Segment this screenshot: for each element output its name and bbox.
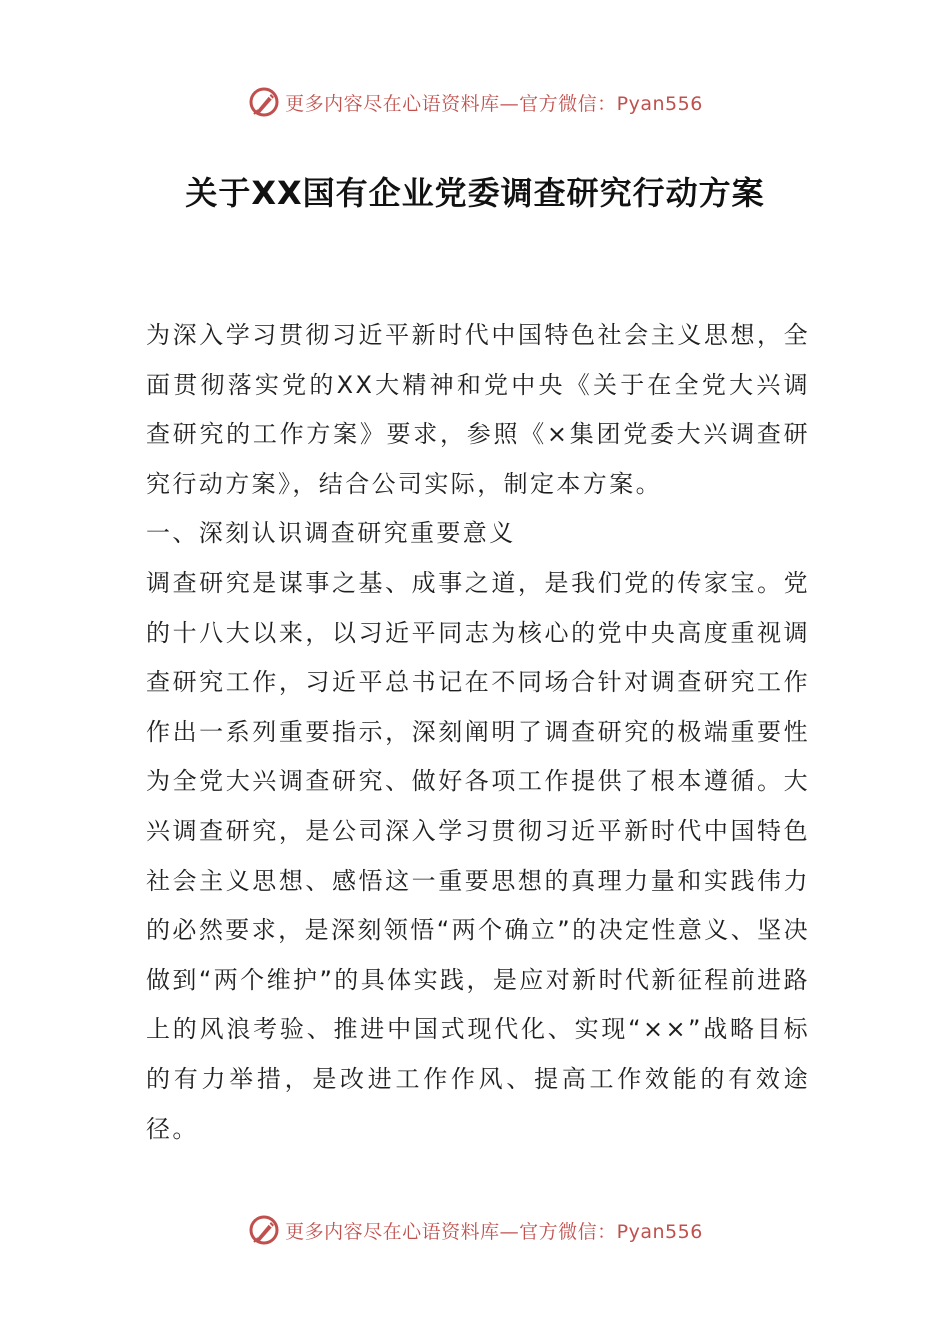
header-banner: [0, 82, 950, 122]
document-title: 关于XX国有企业党委调查研究行动方案: [185, 174, 765, 212]
pen-quill-circle-icon: [247, 85, 281, 119]
body-paragraph: 调查研究是谋事之基、成事之道，是我们党的传家宝。党的十八大以来，以习近平同志为核心的党中央高度重视调查研究工作，习近平总书记在不同场合针对调查研究工作作出一系列重要指示，深刻阐明了调查研究的极端重要性为全党大兴调查研究、做好各项工作提供了根本遵循。大兴调查研究，是公司深入学习贯彻习近平新时代中国特色社会主义思想、感悟这一重要思想的真理力量和实践伟力的必然要求，是深刻领悟“两个确立”的决定性意义、坚决做到“两个维护”的具体实践，是应对新时代新征程前进路上的风浪考验、推进中国式现代化、实现“××”战略目标的有力举措，是改进工作作风、提高工作效能的有效途径。: [146, 568, 810, 1143]
section-heading: 一、深刻认识调查研究重要意义: [146, 519, 516, 548]
banner-text: 更多内容尽在心语资料库—官方微信：Pyan556: [285, 1220, 703, 1243]
footer-banner: [0, 1210, 950, 1250]
wechat-id: Pyan556: [616, 1220, 703, 1243]
intro-paragraph: 为深入学习贯彻习近平新时代中国特色社会主义思想，全面贯彻落实党的XX大精神和党中央《关于在全党大兴调查研究的工作方案》要求，参照《×集团党委大兴调查研究行动方案》，结合公司实际，制定本方案。: [146, 321, 810, 498]
document-body: [146, 311, 810, 1154]
banner-text: 更多内容尽在心语资料库—官方微信：Pyan556: [285, 92, 703, 115]
pen-quill-circle-icon: [247, 1213, 281, 1247]
wechat-id: Pyan556: [616, 92, 703, 115]
